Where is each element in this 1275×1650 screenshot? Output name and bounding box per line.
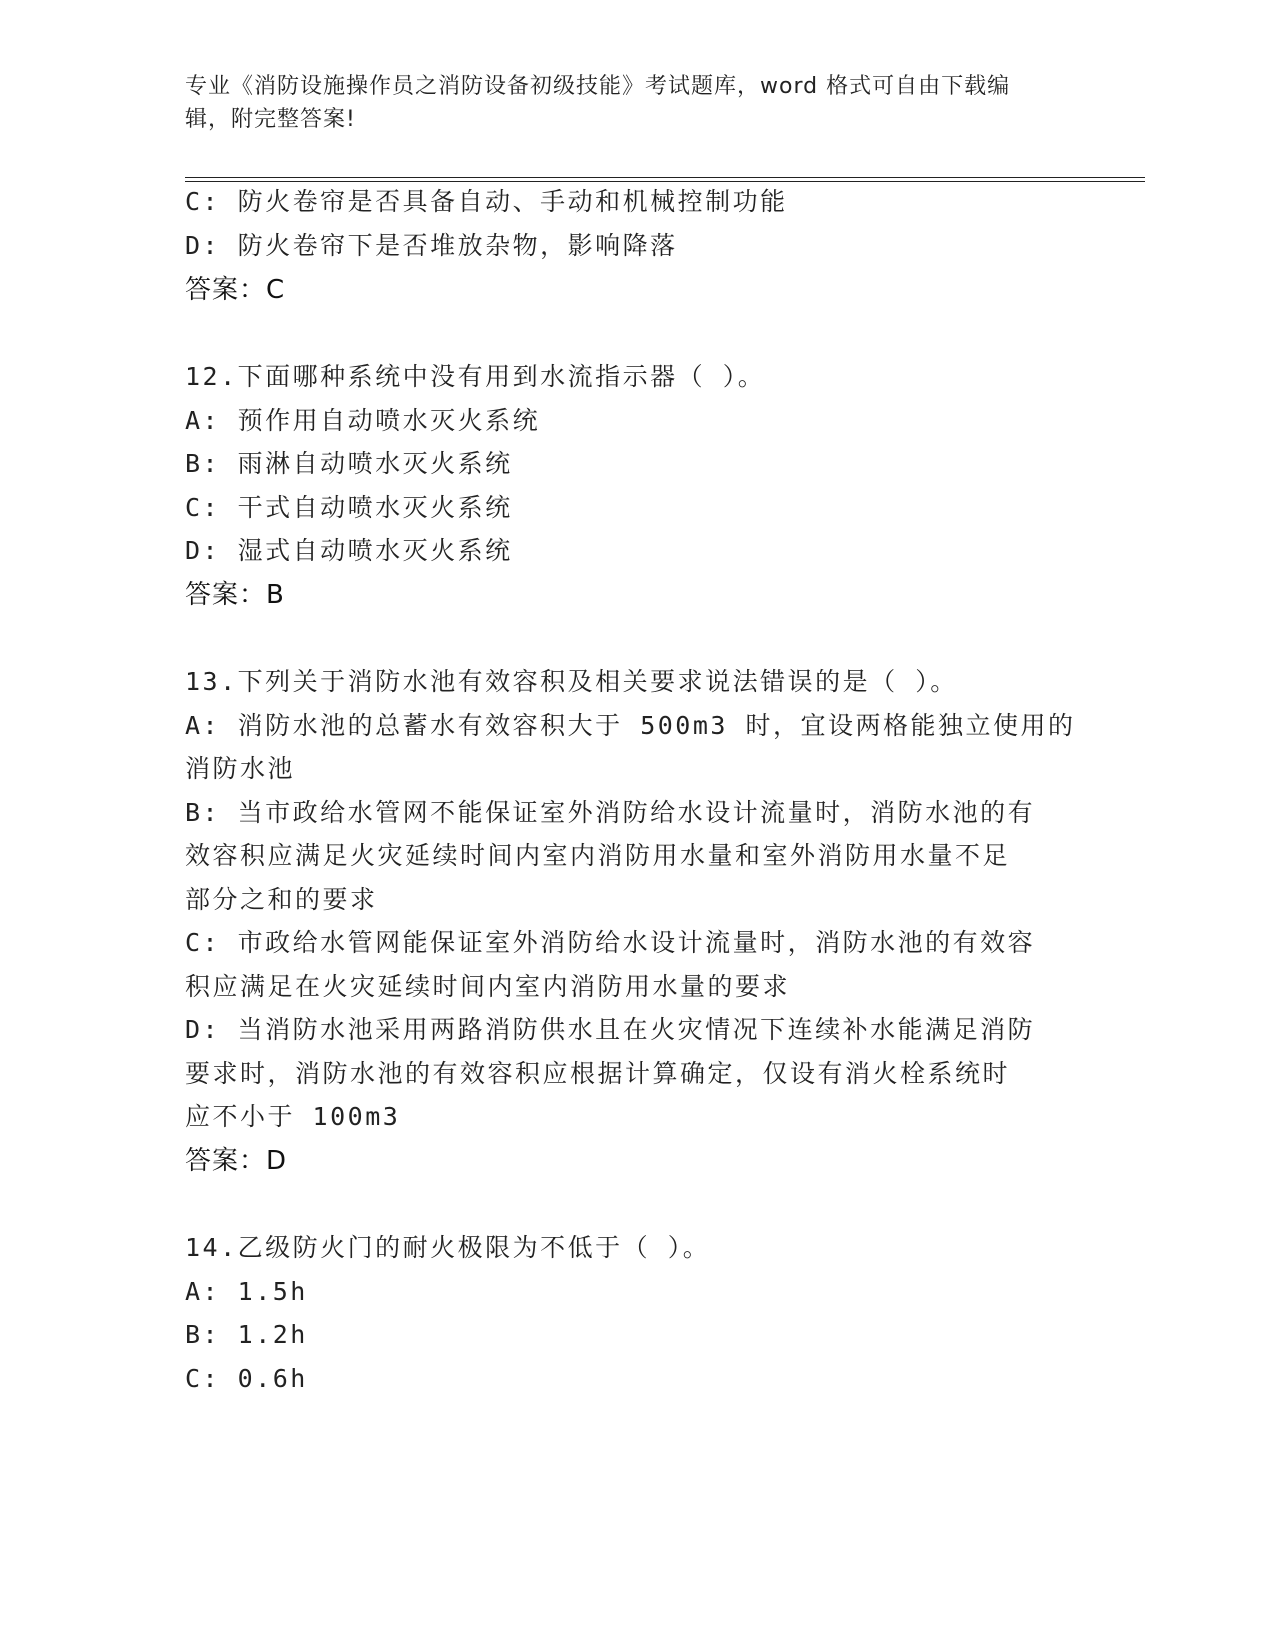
q13-option-b-line3: 部分之和的要求 [185, 885, 378, 914]
q12-option-d: D: 湿式自动喷水灭火系统 [185, 536, 513, 565]
q13-option-c-line1: C: 市政给水管网能保证室外消防给水设计流量时，消防水池的有效容 [185, 928, 1036, 957]
q14-option-a: A: 1.5h [185, 1277, 308, 1306]
q12-option-b: B: 雨淋自动喷水灭火系统 [185, 449, 513, 478]
document-header [185, 70, 1065, 136]
header-line-2: 辑，附完整答案! [185, 107, 356, 132]
q13-option-b-line1: B: 当市政给水管网不能保证室外消防给水设计流量时，消防水池的有 [185, 798, 1036, 827]
q11-option-d: D: 防火卷帘下是否堆放杂物，影响降落 [185, 231, 678, 260]
q12-question: 12.下面哪种系统中没有用到水流指示器（ ）。 [185, 362, 766, 391]
q12-option-a: A: 预作用自动喷水灭火系统 [185, 406, 541, 435]
q13-question: 13.下列关于消防水池有效容积及相关要求说法错误的是（ ）。 [185, 667, 958, 696]
q13-option-a-line1: A: 消防水池的总蓄水有效容积大于 500m3 时，宜设两格能独立使用的 [185, 711, 1076, 740]
q12-option-c: C: 干式自动喷水灭火系统 [185, 493, 513, 522]
q13-option-d-line3: 应不小于 100m3 [185, 1102, 401, 1131]
q13-option-a-line2: 消防水池 [185, 754, 296, 783]
header-divider [185, 177, 1145, 182]
q13-option-c-line2: 积应满足在火灾延续时间内室内消防用水量的要求 [185, 972, 791, 1001]
q11-option-c: C: 防火卷帘是否具备自动、手动和机械控制功能 [185, 187, 788, 216]
q13-answer: 答案：D [185, 1146, 288, 1176]
header-line-1: 专业《消防设施操作员之消防设备初级技能》考试题库，word 格式可自由下载编 [185, 74, 1011, 99]
q14-option-b: B: 1.2h [185, 1320, 308, 1349]
q13-option-d-line2: 要求时，消防水池的有效容积应根据计算确定，仅设有消火栓系统时 [185, 1059, 1011, 1088]
q11-answer: 答案：C [185, 275, 286, 305]
q12-answer: 答案：B [185, 580, 285, 610]
q14-option-c: C: 0.6h [185, 1364, 308, 1393]
q13-option-b-line2: 效容积应满足火灾延续时间内室内消防用水量和室外消防用水量不足 [185, 841, 1011, 870]
q13-option-d-line1: D: 当消防水池采用两路消防供水且在火灾情况下连续补水能满足消防 [185, 1015, 1036, 1044]
q14-question: 14.乙级防火门的耐火极限为不低于（ ）。 [185, 1233, 711, 1262]
